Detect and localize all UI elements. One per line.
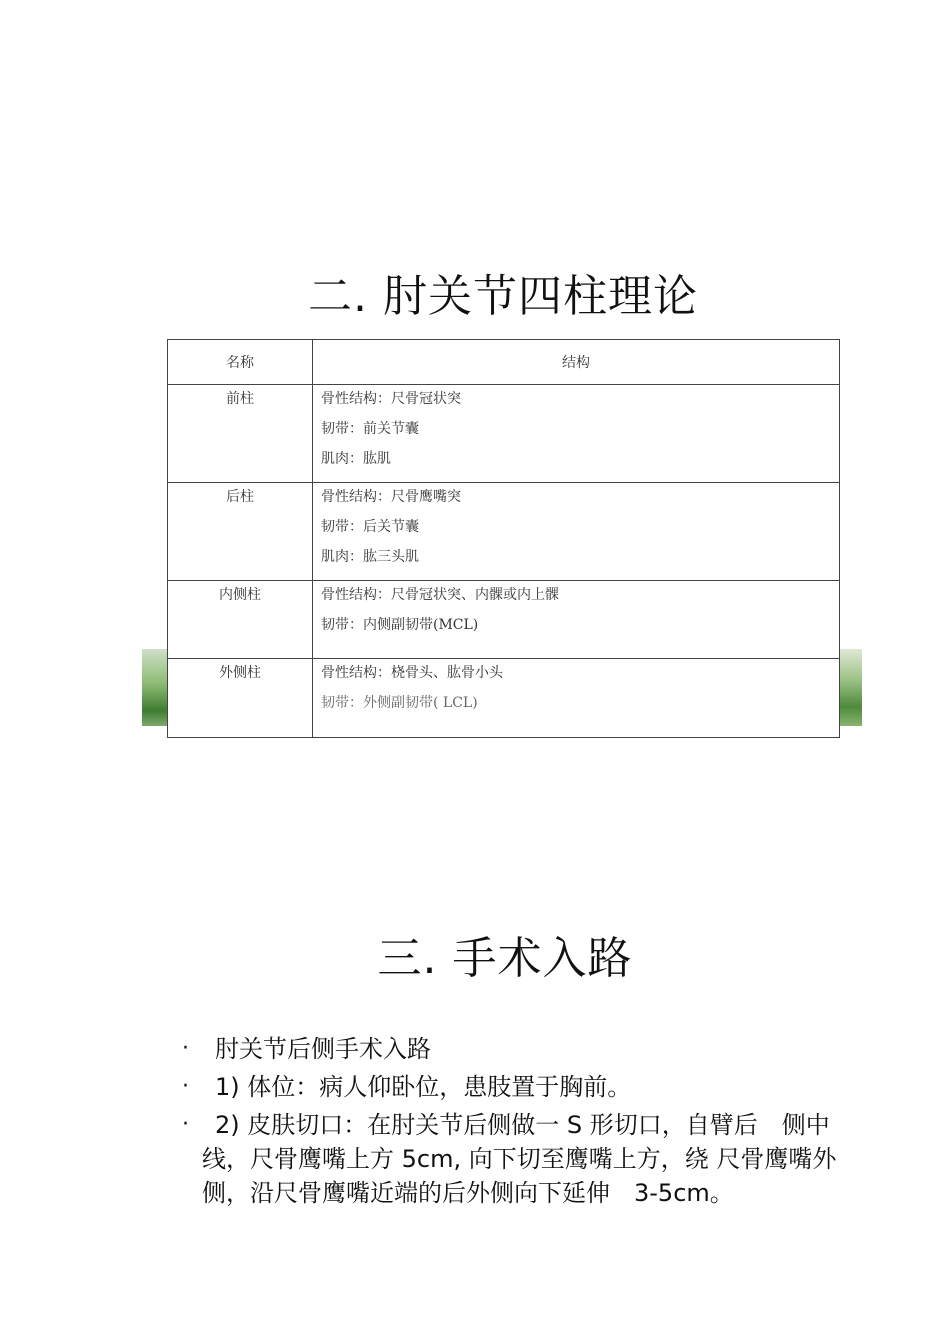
list-item-text: 肘关节后侧手术入路 xyxy=(215,1035,431,1063)
list-item xyxy=(180,1070,840,1104)
structure-line: 韧带：前关节囊 xyxy=(321,421,419,437)
bullet-icon: · xyxy=(182,1112,189,1137)
structure-line: 骨性结构：尺骨鹰嘴突 xyxy=(321,489,461,505)
structure-line: 韧带：外侧副韧带( LCL) xyxy=(321,695,478,711)
table-row xyxy=(168,483,840,581)
list-item xyxy=(180,1032,840,1066)
column-name-cell: 后柱 xyxy=(168,483,313,581)
table-row xyxy=(168,385,840,483)
list-item-text: 1) 体位：病人仰卧位，患肢置于胸前。 xyxy=(215,1073,632,1101)
structure-line: 肌肉：肱肌 xyxy=(321,451,391,467)
bullet-icon: · xyxy=(182,1074,189,1099)
section-title-four-column-theory: 二. 肘关节四柱理论 xyxy=(308,271,698,322)
structure-line: 骨性结构：桡骨头、肱骨小头 xyxy=(321,665,503,681)
table-row xyxy=(168,659,840,738)
list-item-text: 2) 皮肤切口：在肘关节后侧做一 S 形切口，自臂后 侧中线，尺骨鹰嘴上方 5cm, 向下切至鹰嘴上方，绕 尺骨鹰嘴外侧，沿尺骨鹰嘴近端的后外侧向下延伸 3-5cm。 xyxy=(202,1111,837,1207)
section-title-surgical-approach: 三. 手术入路 xyxy=(377,933,633,984)
column-name-cell: 前柱 xyxy=(168,385,313,483)
scenery-image-right xyxy=(838,649,862,726)
column-name-cell: 外侧柱 xyxy=(168,659,313,738)
column-name-cell: 内侧柱 xyxy=(168,581,313,659)
four-column-table xyxy=(167,339,840,738)
table-row xyxy=(168,581,840,659)
bullet-icon: · xyxy=(182,1036,189,1061)
scenery-image-left xyxy=(142,649,168,726)
header-name: 名称 xyxy=(168,340,313,385)
structure-line: 骨性结构：尺骨冠状突、内髁或内上髁 xyxy=(321,587,559,603)
table-header-row xyxy=(168,340,840,385)
structure-line: 肌肉：肱三头肌 xyxy=(321,549,419,565)
structure-cell xyxy=(313,581,840,659)
approach-bullet-list xyxy=(180,1032,840,1214)
structure-line: 骨性结构：尺骨冠状突 xyxy=(321,391,461,407)
structure-cell xyxy=(313,385,840,483)
structure-line: 韧带：内侧副韧带(MCL) xyxy=(321,617,479,633)
list-item xyxy=(180,1108,840,1210)
structure-line: 韧带：后关节囊 xyxy=(321,519,419,535)
structure-cell xyxy=(313,483,840,581)
header-structure: 结构 xyxy=(313,340,840,385)
structure-cell xyxy=(313,659,840,738)
